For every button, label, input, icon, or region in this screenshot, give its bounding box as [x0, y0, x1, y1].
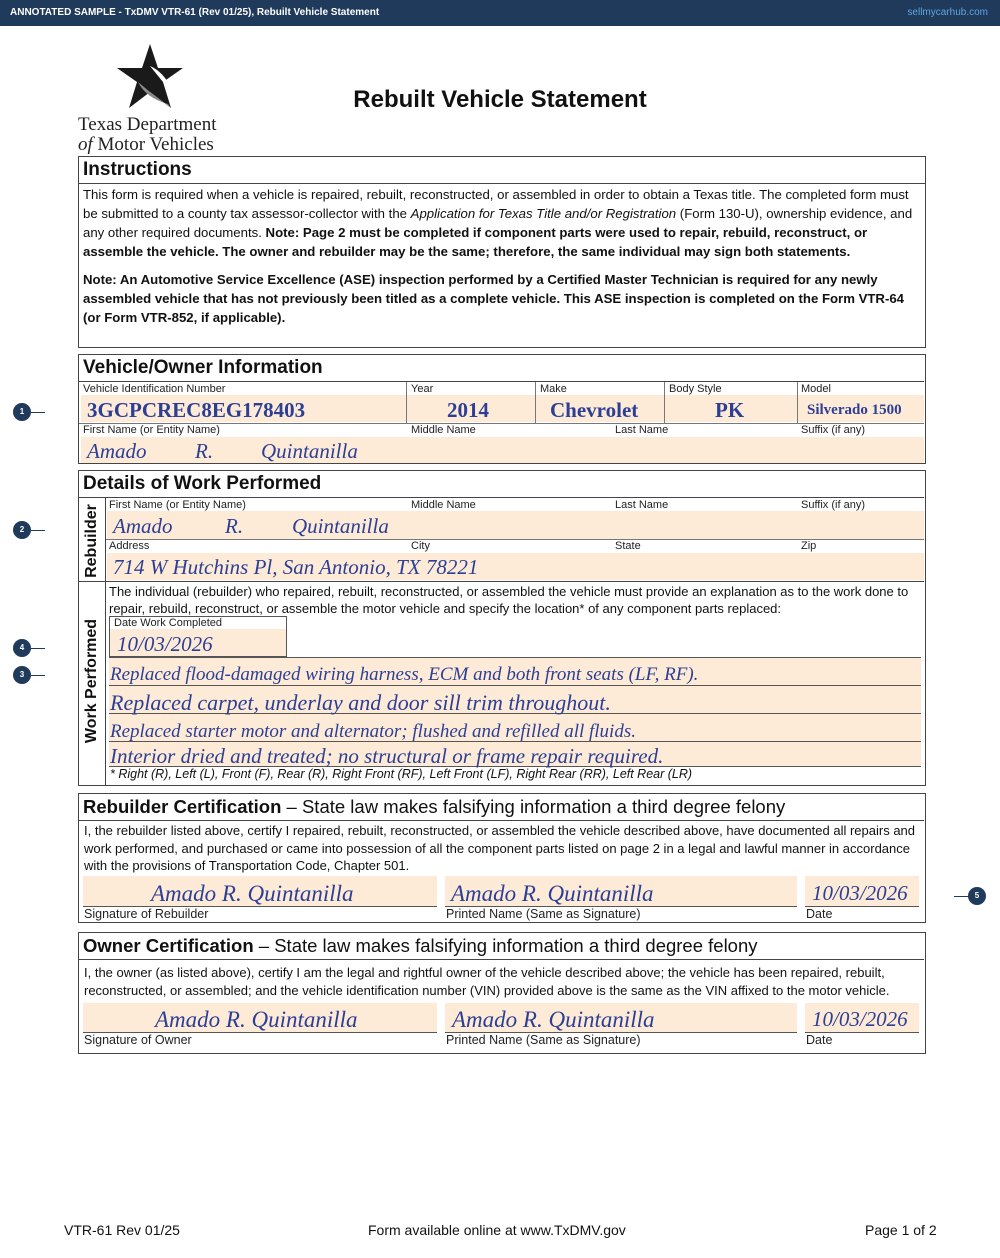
- instructions-section: [78, 156, 926, 348]
- rebuilder-date-label: Date: [806, 907, 833, 921]
- annotation-marker-2[interactable]: 2: [13, 521, 31, 539]
- rebuilder-first-label: First Name (or Entity Name): [109, 499, 246, 511]
- body-style-label: Body Style: [669, 383, 722, 395]
- rebuilder-side-label: Rebuilder: [83, 504, 100, 578]
- owner-printed-name-label: Printed Name (Same as Signature): [446, 1033, 641, 1047]
- state-label: State: [615, 540, 641, 552]
- rebuilder-printed-name-label: Printed Name (Same as Signature): [446, 907, 641, 921]
- date-completed-field[interactable]: 10/03/2026: [117, 632, 213, 656]
- star-logo-icon: [116, 42, 184, 112]
- banner-site-link[interactable]: sellmycarhub.com: [907, 7, 988, 18]
- owner-suffix-label: Suffix (if any): [801, 424, 865, 436]
- city-label: City: [411, 540, 430, 552]
- model-field[interactable]: Silverado 1500: [807, 402, 902, 418]
- vehicle-owner-section: [78, 354, 926, 464]
- annotation-marker-5[interactable]: 5: [968, 887, 986, 905]
- owner-first-label: First Name (or Entity Name): [83, 424, 220, 436]
- footer-form-number: VTR-61 Rev 01/25: [64, 1222, 180, 1238]
- rebuilder-signature-label: Signature of Rebuilder: [84, 907, 209, 921]
- address-label: Address: [109, 540, 150, 552]
- owner-printed-name-field[interactable]: Amado R. Quintanilla: [452, 1007, 655, 1032]
- date-completed-label: Date Work Completed: [114, 617, 223, 629]
- rebuilder-date-field[interactable]: 10/03/2026: [812, 881, 908, 905]
- work-details-section: [78, 470, 926, 786]
- rebuilder-middle-field[interactable]: R.: [225, 514, 244, 538]
- owner-signature-field[interactable]: Amado R. Quintanilla: [155, 1007, 358, 1032]
- zip-label: Zip: [801, 540, 817, 552]
- rebuilder-signature-field[interactable]: Amado R. Quintanilla: [151, 881, 354, 906]
- owner-signature-label: Signature of Owner: [84, 1033, 192, 1047]
- logo-line-2: of Motor Vehicles: [78, 134, 214, 155]
- annotation-banner: [0, 0, 1000, 26]
- year-field[interactable]: 2014: [447, 398, 489, 422]
- owner-certification-section: [78, 932, 926, 1054]
- instructions-paragraph-1: This form is required when a vehicle is repaired, rebuilt, reconstructed, or assembled in order to obtain a Texas title. The completed form must be submitted to a county tax assessor-collector with the Application for Texas Title and/or Registration (Form 130-U), ownership evidence, and any other required documents. Note: Page 2 must be completed if component parts were used to repair, rebuild, reconstruct, or assemble the vehicle. The owner and rebuilder may be the same; therefore, the same individual may sign both statements.: [79, 183, 925, 261]
- logo-line-1: Texas Department: [78, 114, 217, 135]
- footer-website: Form available online at www.TxDMV.gov: [368, 1222, 626, 1238]
- instructions-paragraph-2: Note: An Automotive Service Excellence (ASE) inspection performed by a Certified Master Technician is required for any newly assembled vehicle that has not previously been titled as a complete vehicle. This ASE inspection is completed on the Form VTR-64 (or Form VTR-852, if applicable).: [83, 272, 905, 325]
- make-field[interactable]: Chevrolet: [550, 398, 639, 422]
- address-field[interactable]: 714 W Hutchins Pl, San Antonio, TX 78221: [113, 555, 479, 579]
- work-explanation-text: The individual (rebuilder) who repaired, rebuilt, reconstructed, or assembled the vehicle must provide an explanation as to the work done to repair, rebuild, reconstruct, or assemble the motor vehicle and specify the location* of any component parts replaced:: [109, 584, 909, 616]
- work-line-4[interactable]: Interior dried and treated; no structural or frame repair required.: [110, 744, 664, 768]
- work-line-3[interactable]: Replaced starter motor and alternator; flushed and refilled all fluids.: [110, 721, 636, 742]
- rebuilder-middle-label: Middle Name: [411, 499, 476, 511]
- banner-title: ANNOTATED SAMPLE - TxDMV VTR-61 (Rev 01/25), Rebuilt Vehicle Statement: [10, 7, 380, 18]
- make-label: Make: [540, 383, 567, 395]
- owner-cert-text: I, the owner (as listed above), certify I am the legal and rightful owner of the vehicle described above; the vehicle has been repaired, rebuilt, reconstructed, or assembled; and the vehicle identification number (VIN) provided above is the same as the VIN affixed to the motor vehicle.: [84, 965, 890, 998]
- work-line-2[interactable]: Replaced carpet, underlay and door sill trim throughout.: [110, 690, 611, 715]
- body-style-field[interactable]: PK: [715, 398, 745, 422]
- rebuilder-first-field[interactable]: Amado: [113, 514, 173, 538]
- page-title: Rebuilt Vehicle Statement: [353, 86, 647, 113]
- vehicle-owner-heading: Vehicle/Owner Information: [83, 357, 323, 378]
- vin-field[interactable]: 3GCPCREC8EG178403: [87, 398, 306, 422]
- txdmv-logo: [76, 42, 236, 154]
- annotation-marker-1[interactable]: 1: [13, 403, 31, 421]
- owner-middle-field[interactable]: R.: [195, 439, 214, 463]
- work-details-heading: Details of Work Performed: [83, 473, 322, 494]
- owner-first-field[interactable]: Amado: [87, 439, 147, 463]
- rebuilder-suffix-label: Suffix (if any): [801, 499, 865, 511]
- owner-cert-heading: Owner Certification – State law makes falsifying information a third degree felony: [83, 935, 758, 956]
- owner-date-label: Date: [806, 1033, 833, 1047]
- vin-label: Vehicle Identification Number: [83, 383, 226, 395]
- location-footnote: * Right (R), Left (L), Front (F), Rear (R), Right Front (RF), Left Front (LF), Right Rear (RR), Left Rear (LR): [110, 767, 693, 781]
- work-performed-side-label: Work Performed: [83, 618, 100, 744]
- work-line-1[interactable]: Replaced flood-damaged wiring harness, ECM and both front seats (LF, RF).: [110, 664, 699, 685]
- rebuilder-cert-text: I, the rebuilder listed above, certify I repaired, rebuilt, reconstructed, or assembled the vehicle described above, have documented all repairs and work performed, and purchased or came into possession of all the component parts listed on page 2 in a legal and lawful manner in accordance with the provisions of Transportation Code, Chapter 501.: [84, 823, 916, 873]
- rebuilder-certification-section: [78, 793, 926, 923]
- footer-page-number: Page 1 of 2: [865, 1222, 937, 1238]
- rebuilder-last-field[interactable]: Quintanilla: [292, 514, 389, 538]
- owner-last-field[interactable]: Quintanilla: [261, 439, 358, 463]
- annotation-marker-3[interactable]: 3: [13, 666, 31, 684]
- owner-last-label: Last Name: [615, 424, 669, 436]
- rebuilder-last-label: Last Name: [615, 499, 669, 511]
- annotation-marker-4[interactable]: 4: [13, 639, 31, 657]
- rebuilder-cert-heading: Rebuilder Certification – State law makes falsifying information a third degree felony: [83, 796, 786, 817]
- year-label: Year: [411, 383, 434, 395]
- instructions-heading: Instructions: [83, 159, 192, 180]
- model-label: Model: [801, 383, 831, 395]
- rebuilder-printed-name-field[interactable]: Amado R. Quintanilla: [451, 881, 654, 906]
- owner-middle-label: Middle Name: [411, 424, 476, 436]
- owner-date-field[interactable]: 10/03/2026: [812, 1007, 908, 1031]
